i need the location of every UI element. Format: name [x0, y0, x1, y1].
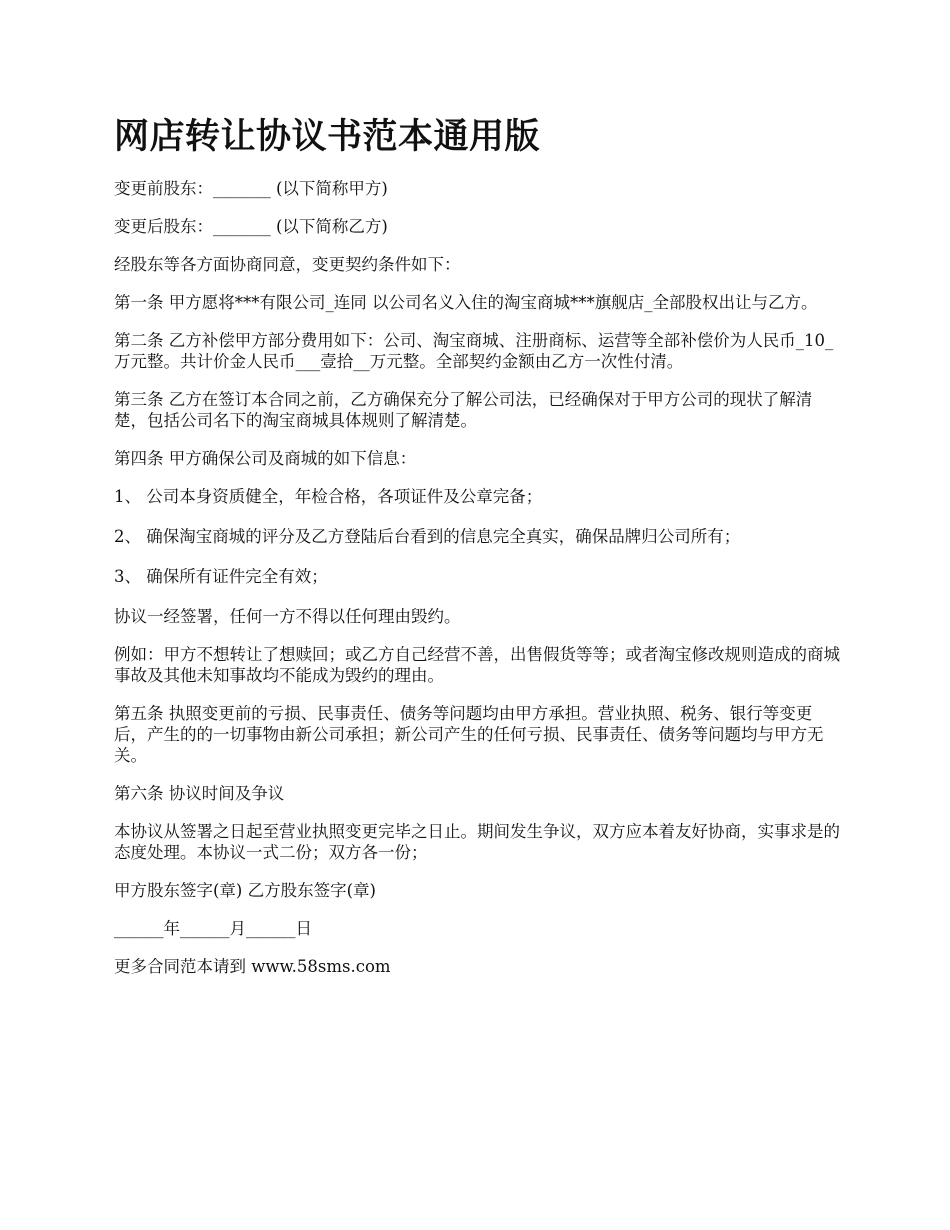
- article-4: 第四条 甲方确保公司及商城的如下信息：: [114, 449, 417, 468]
- term-paragraph: 本协议从签署之日起至营业执照变更完毕之日止。期间发生争议，双方应本着友好协商，实事求是的态度处理。本协议一式二份；双方各一份；: [114, 822, 840, 862]
- document-page: [114, 110, 844, 994]
- intro-paragraph: 经股东等各方面协商同意，变更契约条件如下：: [114, 255, 461, 274]
- footer-link-text: 更多合同范本请到 www.58sms.com: [114, 957, 391, 976]
- article-4-item-2: 2、 确保淘宝商城的评分及乙方登陆后台看到的信息完全真实，确保品牌归公司所有；: [114, 527, 741, 546]
- article-1: 第一条 甲方愿将***有限公司_连同 以公司名义入住的淘宝商城***旗舰店_全部股权出让与乙方。: [114, 293, 818, 312]
- article-2: 第二条 乙方补偿甲方部分费用如下：公司、淘宝商城、注册商标、运营等全部补偿价为人民币_10_万元整。共计价金人民币___壹拾__万元整。全部契约金额由乙方一次性付清。: [114, 331, 834, 371]
- no-breach-clause: 协议一经签署，任何一方不得以任何理由毁约。: [114, 607, 461, 626]
- article-3: 第三条 乙方在签订本合同之前，乙方确保充分了解公司法，已经确保对于甲方公司的现状了解清楚，包括公司名下的淘宝商城具体规则了解清楚。: [114, 390, 813, 430]
- party-b-line: 变更后股东：_______ (以下简称乙方): [114, 217, 388, 236]
- signature-line: 甲方股东签字(章) 乙方股东签字(章): [114, 881, 376, 900]
- article-6: 第六条 协议时间及争议: [114, 784, 285, 803]
- party-a-line: 变更前股东：_______ (以下简称甲方): [114, 179, 388, 198]
- article-4-item-1: 1、 公司本身资质健全，年检合格，各项证件及公章完备；: [114, 487, 543, 506]
- article-5: 第五条 执照变更前的亏损、民事责任、债务等问题均由甲方承担。营业执照、税务、银行等变更后，产生的的一切事物由新公司承担；新公司产生的任何亏损、民事责任、债务等问题均与甲方无关。: [114, 704, 824, 765]
- breach-example: 例如：甲方不想转让了想赎回；或乙方自己经营不善，出售假货等等；或者淘宝修改规则造成的商城事故及其他未知事故均不能成为毁约的理由。: [114, 645, 840, 685]
- date-line: ______年______月______日: [114, 919, 312, 938]
- page-title: 网店转让协议书范本通用版: [114, 116, 541, 157]
- article-4-item-3: 3、 确保所有证件完全有效；: [114, 567, 328, 586]
